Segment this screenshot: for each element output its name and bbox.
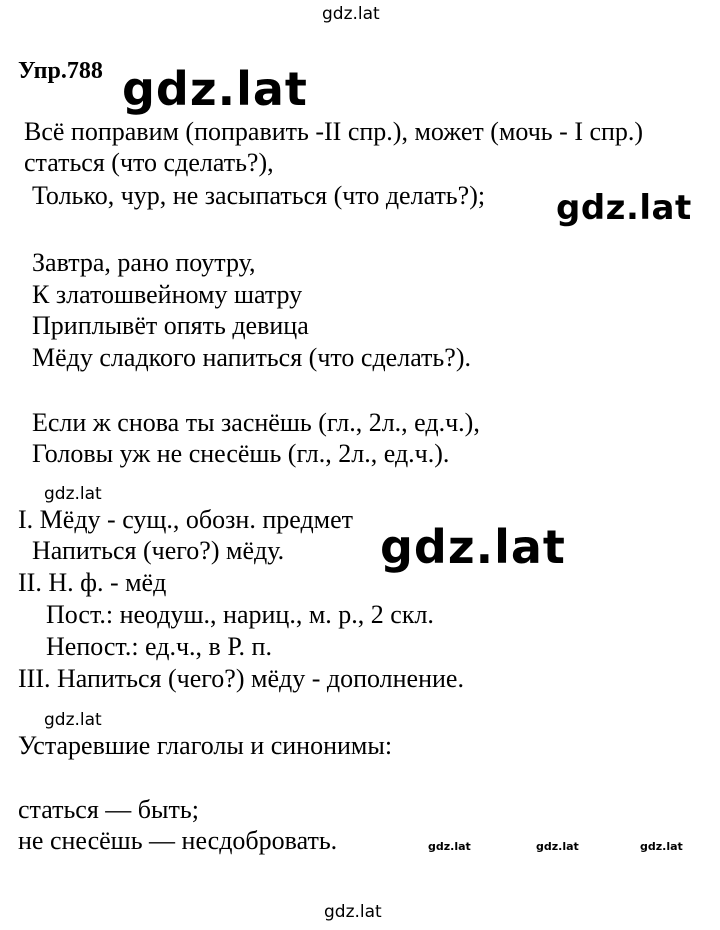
poem-line: Приплывёт опять девица — [32, 311, 309, 340]
poem-line: Завтра, рано поутру, — [32, 248, 256, 277]
poem-line: К златошвейному шатру — [32, 280, 303, 309]
analysis-line: Напиться (чего?) мёду. — [32, 536, 285, 565]
poem-line: Головы уж не снесёшь (гл., 2л., ед.ч.). — [32, 439, 450, 468]
watermark-right: gdz.lat — [556, 188, 692, 228]
synonym-item: статься — быть; — [18, 795, 199, 824]
analysis-line: III. Напиться (чего?) мёду - дополнение. — [18, 664, 464, 693]
analysis-line: II. Н. ф. - мёд — [18, 568, 167, 597]
analysis-line: Непост.: ед.ч., в Р. п. — [46, 632, 272, 661]
poem-line: Если ж снова ты заснёшь (гл., 2л., ед.ч.), — [32, 408, 480, 437]
watermark-analysis: gdz.lat — [44, 484, 102, 504]
poem-line: Только, чур, не засыпаться (что делать?); — [32, 181, 486, 210]
synonyms-heading: Устаревшие глаголы и синонимы: — [18, 731, 393, 760]
watermark-small-2: gdz.lat — [536, 840, 579, 853]
analysis-line: I. Мёду - сущ., обозн. предмет — [18, 505, 354, 534]
watermark-bottom: gdz.lat — [324, 902, 382, 922]
watermark-large-center: gdz.lat — [380, 520, 566, 574]
poem-line: Всё поправим (поправить -II спр.), может (мочь - I спр.) — [24, 117, 644, 146]
watermark-top: gdz.lat — [322, 4, 380, 24]
synonym-item: не снесёшь — несдобровать. — [18, 826, 338, 855]
analysis-line: Пост.: неодуш., нариц., м. р., 2 скл. — [46, 600, 434, 629]
exercise-title: Упр.788 — [18, 58, 103, 84]
watermark-large-title: gdz.lat — [122, 62, 308, 116]
watermark-synonyms: gdz.lat — [44, 710, 102, 730]
poem-line: статься (что сделать?), — [24, 148, 274, 177]
watermark-small-1: gdz.lat — [428, 840, 471, 853]
poem-line: Мёду сладкого напиться (что сделать?). — [32, 343, 471, 372]
watermark-small-3: gdz.lat — [640, 840, 683, 853]
